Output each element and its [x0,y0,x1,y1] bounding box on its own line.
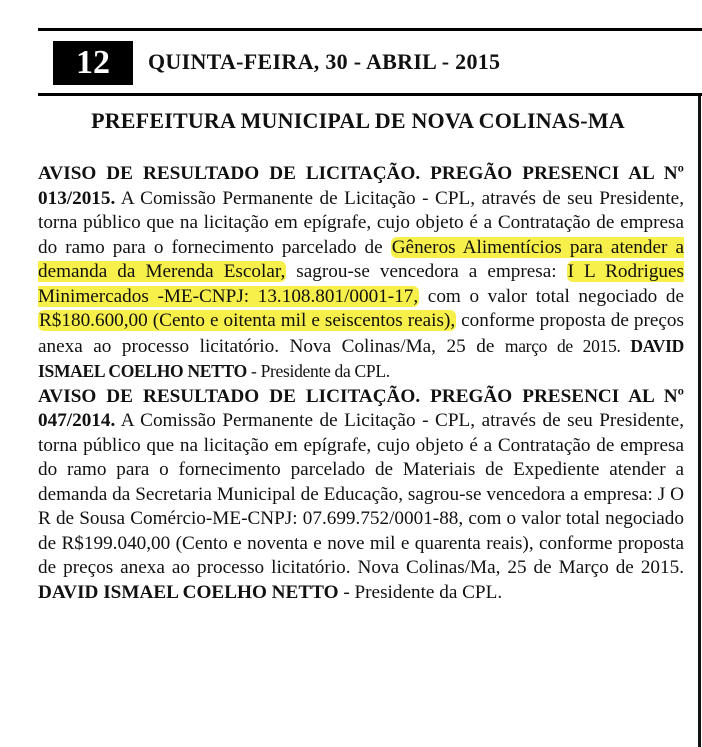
notice-1 [38,162,684,385]
issue-date: QUINTA-FEIRA, 30 - ABRIL - 2015 [148,49,501,74]
notice-1-heading: AVISO DE RESULTADO DE LICITAÇÃO. PREGÃO PRESENCI AL Nº 013/2015. [38,163,684,209]
highlight-object: Gêneros Alimentícios para atender a demanda da Merenda Escolar, [38,236,684,282]
notices-column [38,162,684,605]
page-number: 12 [53,41,133,85]
page-header [38,28,702,96]
notice-2 [38,385,684,606]
notice-2-text-1: A Comissão Permanente de Licitação - CPL, através de seu Presidente, torna público que na licitação em epígrafe, cujo objeto é a Contratação de empresa do ramo para o fornecimento parcelado de Materiais de Expediente atender a demanda da Secretaria Municipal de Educação, sagrou-se vencedora a empresa: J O R de Sousa Comércio-ME-CNPJ: 07.699.752/0001-88, com o valor total negociado de R$199.040,00 (Cento e noventa e nove mil e quarenta reais), conforme proposta de preços anexa ao processo licitatório. Nova Colinas/Ma, 25 de Março de 2015. [38,410,684,578]
notice-2-role: - Presidente da CPL. [338,581,503,603]
notice-1-role: - Presidente da CPL. [246,361,390,381]
notice-2-heading: AVISO DE RESULTADO DE LICITAÇÃO. PREGÃO PRESENCI AL Nº 047/2014. [38,385,684,431]
column-divider [698,96,701,747]
notice-1-text-3: com o valor total negociado de [419,285,684,307]
notice-1-text-5: março de 2015. [504,335,631,356]
notice-1-text-4: conforme proposta de preços anexa ao processo licitatório. Nova Colinas/Ma, 25 de [38,310,684,357]
notice-2-signatory: DAVID ISMAEL COELHO NETTO [38,581,339,603]
notice-1-signatory: DAVID ISMAEL COELHO NETTO [38,335,684,381]
notice-1-text-2: sagrou-se vencedora a empresa: [286,261,567,282]
highlight-company: I L Rodrigues Minimercados -ME-CNPJ: 13.108.801/0001-17, [38,261,684,307]
notice-1-text-1: A Comissão Permanente de Licitação - CPL, através de seu Presidente, torna público que na licitação em epígrafe, cujo objeto é a Contratação de empresa do ramo para o fornecimento parcelado de [38,187,684,258]
section-title: PREFEITURA MUNICIPAL DE NOVA COLINAS-MA [91,108,625,133]
highlight-value: R$180.600,00 (Cento e oitenta mil e seiscentos reais), [39,310,456,331]
